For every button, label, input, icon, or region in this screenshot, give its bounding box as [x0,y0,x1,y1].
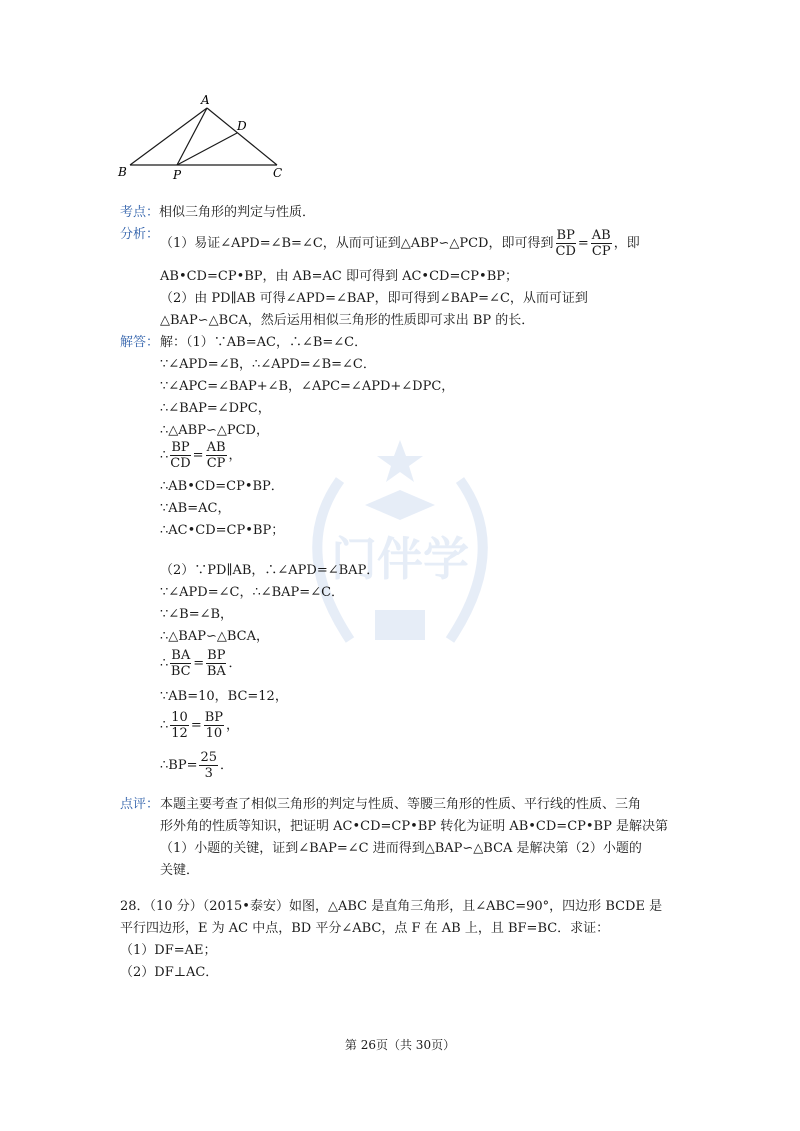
watermark-emblem [270,420,530,680]
fraction: $\frac{10}{12}$ [171,710,188,741]
fenxi-line1-text: （1）易证∠APD=∠B=∠C，从而可证到△ABP∽△PCD，即可得到 [160,235,554,251]
fraction: $\frac{AB}{CP}$ [206,440,226,471]
fenxi-line1-post: ，即 [613,235,640,251]
jieda-line: （2）∵PD∥AB，∴∠APD=∠BAP． [160,563,380,578]
fenxi-line3: （2）由 PD∥AB 可得∠APD=∠BAP，即可得到∠BAP=∠C，从而可证到 [160,291,588,306]
bp-equals: ∴BP= [160,757,198,773]
jieda-line: ∵∠APD=∠B，∴∠APD=∠B=∠C． [160,357,376,372]
jieda-line: 解：（1）∵AB=AC，∴∠B=∠C． [160,335,368,350]
dianping-line: 本题主要考查了相似三角形的判定与性质、等腰三角形的性质、平行线的性质、三角 [160,797,642,812]
fenxi-line4: △BAP∽△BCA，然后运用相似三角形的性质即可求出 BP 的长． [160,313,535,328]
jieda-line: ∵AB=AC， [160,501,231,516]
label-P: P [173,168,182,182]
problem-line: （1）DF=AE； [120,943,217,958]
triangle-figure [115,90,305,185]
label-D: D [237,119,247,133]
problem-line: 28．（10 分）（2015•泰安）如图，△ABC 是直角三角形，且∠ABC=90°，四边形 BCDE 是 [120,899,663,914]
punct: ． [220,757,234,773]
dianping-label: 点评： [120,797,160,812]
jieda-label: 解答： [120,335,160,350]
fraction: $\frac{BP}{BA}$ [206,648,226,679]
dianping-line: 关键． [160,863,200,878]
jieda-line: ∵∠B=∠B， [160,607,234,622]
punct: ， [228,447,242,463]
jieda-fraction-line: ∴ $\frac{BA}{BC}$ = $\frac{BP}{BA}$ ． [160,648,242,679]
kaodian-text: 相似三角形的判定与性质． [159,205,316,220]
fraction: $\frac{BP}{10}$ [204,710,224,741]
jieda-line: ∵∠APC=∠BAP+∠B，∠APC=∠APD+∠DPC， [160,379,455,394]
problem-line: （2）DF⊥AC． [120,965,219,980]
problem-line: 平行四边形，E 为 AC 中点，BD 平分∠ABC，点 F 在 AB 上，且 BF=BC．求证： [120,921,610,936]
jieda-line: ∴△BAP∽△BCA， [160,629,269,644]
fraction: $\frac{BA}{BC}$ [170,648,191,679]
fenxi-line2: AB•CD=CP•BP，由 AB=AC 即可得到 AC•CD=CP•BP； [160,269,519,284]
jieda-fraction-line: ∴ $\frac{BP}{CD}$ = $\frac{AB}{CP}$ ， [160,440,242,471]
therefore-symbol: ∴ [160,447,169,463]
fenxi-label: 分析： [120,227,160,242]
fraction: $\frac{AB}{CP}$ [591,228,611,259]
jieda-line: ∵AB=10，BC=12， [160,689,288,704]
jieda-line: ∴∠BAP=∠DPC， [160,401,271,416]
fraction: $\frac{BP}{CD}$ [555,228,576,259]
jieda-line: ∴AC•CD=CP•BP； [160,523,285,538]
watermark-text: 门伴学 [331,532,469,586]
label-B: B [118,165,127,179]
fenxi-line1: （1）易证∠APD=∠B=∠C，从而可证到△ABP∽△PCD，即可得到 $\frac{BP}{CD}$ = $\frac{AB}{CP}$ ，即 [160,228,640,259]
fraction: $\frac{25}{3}$ [200,750,218,781]
jieda-line: ∴AB•CD=CP•BP． [160,479,284,494]
page-footer: 第 26页（共 30页） [344,1038,456,1052]
kaodian-label: 考点： [120,205,160,220]
therefore-symbol: ∴ [160,655,169,671]
jieda-line: ∴△ABP∽△PCD， [160,423,269,438]
dianping-line: （1）小题的关键，证到∠BAP=∠C 进而得到△BAP∽△BCA 是解决第（2）小题的 [160,841,642,856]
dianping-line: 形外角的性质等知识，把证明 AC•CD=CP•BP 转化为证明 AB•CD=CP•BP 是解决第 [160,819,668,834]
punct: ， [226,717,240,733]
jieda-fraction-line: ∴ $\frac{10}{12}$ = $\frac{BP}{10}$ ， [160,710,240,741]
jieda-fraction-line [160,750,233,781]
fraction: $\frac{BP}{CD}$ [170,440,191,471]
jieda-line: ∵∠APD=∠C，∴∠BAP=∠C． [160,585,345,600]
label-C: C [273,166,283,180]
punct: ． [228,655,242,671]
kaodian-row [120,204,315,222]
therefore-symbol: ∴ [160,717,169,733]
label-A: A [201,93,210,107]
